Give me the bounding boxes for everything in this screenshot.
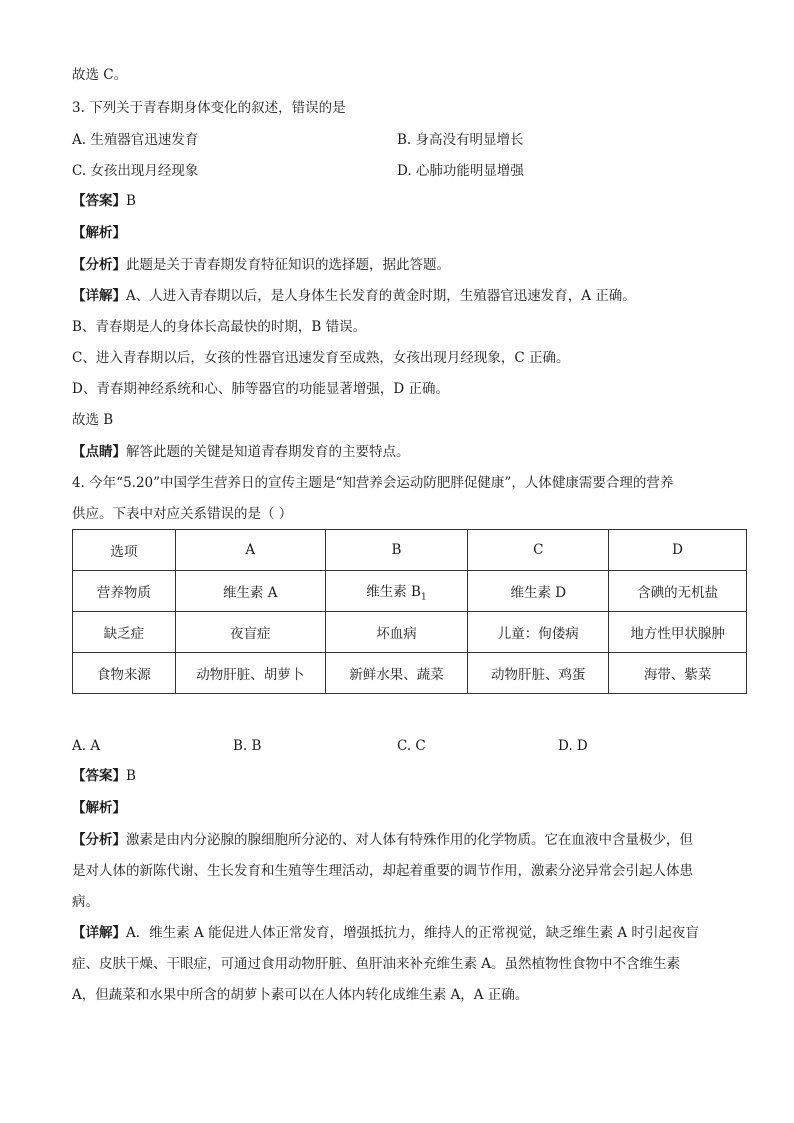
question-4: 4. 今年“5.20”中国学生营养日的宣传主题是“知营养会运动防肥胖促健康”，人体健康需要合理的营养 bbox=[72, 475, 674, 491]
table-row bbox=[73, 653, 747, 694]
text-line: 故选 B bbox=[72, 412, 114, 428]
dianjing-tag: 【点睛】 bbox=[72, 444, 126, 460]
table-cell: 营养物质 bbox=[73, 571, 176, 612]
detail-line bbox=[72, 287, 636, 305]
text-line: 故选 C。 bbox=[72, 67, 128, 83]
xiangjie-text: A、人进入青春期以后，是人身体生长发育的黄金时期，生殖器官迅速发育，A 正确。 bbox=[126, 288, 636, 304]
q4-option-d: D. D bbox=[558, 738, 588, 754]
q3-option-a: A. 生殖器官迅速发育 bbox=[72, 132, 199, 148]
q3-option-c: C. 女孩出现月经现象 bbox=[72, 163, 199, 179]
nutrition-table bbox=[72, 529, 747, 694]
table-cell: 夜盲症 bbox=[175, 612, 325, 653]
vitamin-b-label: 维生素 B bbox=[366, 583, 421, 600]
q3-option-b: B. 身高没有明显增长 bbox=[397, 132, 524, 148]
answer-value: B bbox=[126, 768, 136, 784]
answer-line bbox=[72, 192, 136, 210]
question-4-cont: 供应。下表中对应关系错误的是（ ） bbox=[72, 506, 293, 522]
table-cell: 选项 bbox=[73, 530, 176, 571]
subscript: 1 bbox=[420, 592, 427, 603]
text-line: D、青春期神经系统和心、肺等器官的功能显著增强，D 正确。 bbox=[72, 381, 449, 397]
analysis-line bbox=[72, 831, 693, 849]
table-cell: 动物肝脏、胡萝卜 bbox=[175, 653, 325, 694]
table-header-row bbox=[73, 530, 747, 571]
analysis-heading bbox=[72, 224, 126, 242]
table-cell: 食物来源 bbox=[73, 653, 176, 694]
analysis-line bbox=[72, 256, 450, 274]
text-line: B、青春期是人的身体长高最快的时期，B 错误。 bbox=[72, 319, 367, 335]
answer-tag: 【答案】 bbox=[72, 193, 126, 209]
table-cell: 动物肝脏、鸡蛋 bbox=[468, 653, 609, 694]
dianjing-text: 解答此题的关键是知道青春期发育的主要特点。 bbox=[126, 444, 410, 460]
fenxi-tag: 【分析】 bbox=[72, 832, 126, 848]
table-cell: 地方性甲状腺肿 bbox=[609, 612, 747, 653]
fenxi-text: 此题是关于青春期发育特征知识的选择题，据此答题。 bbox=[126, 257, 450, 273]
q3-option-d: D. 心肺功能明显增强 bbox=[397, 163, 524, 179]
text-line: 症、皮肤干燥、干眼症，可通过食用动物肝脏、鱼肝油来补充维生素 A。虽然植物性食物中不含维生素 bbox=[72, 956, 681, 972]
q4-option-b: B. B bbox=[233, 738, 262, 754]
table-cell: 新鲜水果、蔬菜 bbox=[325, 653, 468, 694]
table-cell bbox=[325, 571, 468, 612]
text-line: 病。 bbox=[72, 894, 99, 910]
tip-line bbox=[72, 443, 410, 461]
table-cell: B bbox=[325, 530, 468, 571]
q4-option-a: A. A bbox=[72, 738, 101, 754]
text-line: 是对人体的新陈代谢、生长发育和生殖等生理活动，却起着重要的调节作用，激素分泌异常会引起人体患 bbox=[72, 863, 693, 879]
table-row bbox=[73, 612, 747, 653]
q4-option-c: C. C bbox=[397, 738, 426, 754]
analysis-tag: 【解析】 bbox=[72, 800, 126, 816]
table-cell: C bbox=[468, 530, 609, 571]
detail-line bbox=[72, 924, 699, 942]
question-3: 3. 下列关于青春期身体变化的叙述，错误的是 bbox=[72, 100, 346, 116]
xiangjie-tag: 【详解】 bbox=[72, 288, 126, 304]
xiangjie-tag: 【详解】 bbox=[72, 925, 126, 941]
table-cell: 缺乏症 bbox=[73, 612, 176, 653]
text-line: C、进入青春期以后，女孩的性器官迅速发育至成熟，女孩出现月经现象，C 正确。 bbox=[72, 350, 570, 366]
table-cell: 坏血病 bbox=[325, 612, 468, 653]
answer-tag: 【答案】 bbox=[72, 768, 126, 784]
table-cell: 海带、紫菜 bbox=[609, 653, 747, 694]
fenxi-tag: 【分析】 bbox=[72, 257, 126, 273]
text-line: A，但蔬菜和水果中所含的胡萝卜素可以在人体内转化成维生素 A，A 正确。 bbox=[72, 987, 529, 1003]
analysis-heading bbox=[72, 799, 126, 817]
fenxi-text: 激素是由内分泌腺的腺细胞所分泌的、对人体有特殊作用的化学物质。它在血液中含量极少，但 bbox=[126, 832, 693, 848]
table-cell: 儿童：佝偻病 bbox=[468, 612, 609, 653]
table-cell: 含碘的无机盐 bbox=[609, 571, 747, 612]
table-cell: D bbox=[609, 530, 747, 571]
analysis-tag: 【解析】 bbox=[72, 225, 126, 241]
table-cell: 维生素 A bbox=[175, 571, 325, 612]
table-cell: A bbox=[175, 530, 325, 571]
table-cell: 维生素 D bbox=[468, 571, 609, 612]
answer-value: B bbox=[126, 193, 136, 209]
answer-line bbox=[72, 767, 136, 785]
xiangjie-text: A．维生素 A 能促进人体正常发育，增强抵抗力，维持人的正常视觉，缺乏维生素 A 时引起夜盲 bbox=[126, 925, 699, 941]
table-row bbox=[73, 571, 747, 612]
